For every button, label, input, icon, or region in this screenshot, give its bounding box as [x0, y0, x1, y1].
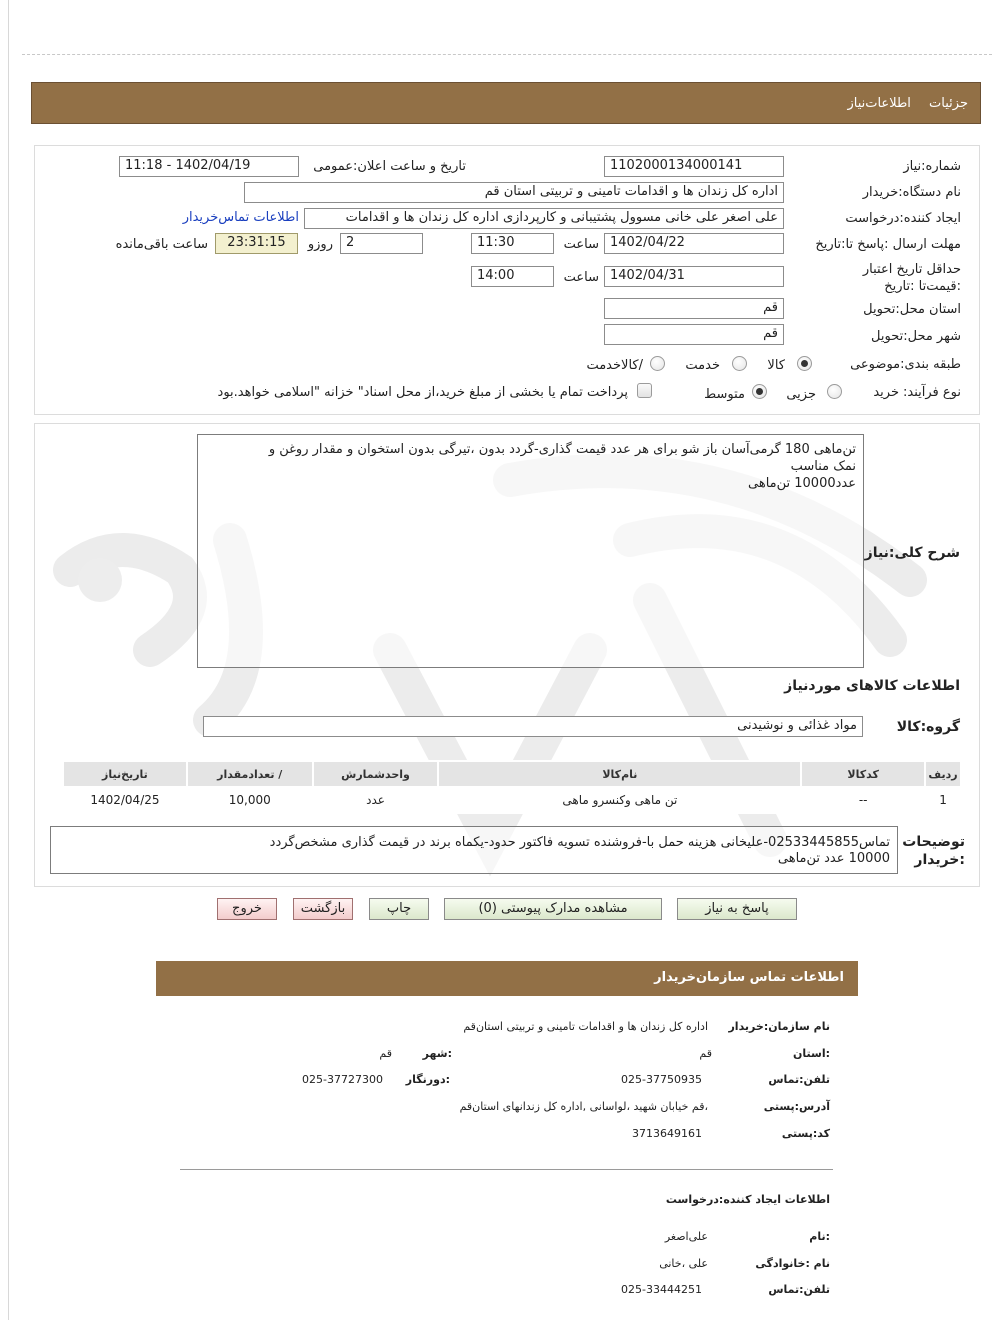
- payment-checkbox[interactable]: [637, 383, 652, 398]
- goods-group-field: مواد غذائی و نوشیدنی: [203, 716, 863, 737]
- creator-field: علی اصغر علی خانی مسوول پشتیبانی و کارپردازی اداره کل زندان ها و اقدامات: [304, 208, 784, 229]
- deadline-label: مهلت ارسال :پاسخ تا:تاریخ: [815, 237, 961, 252]
- category-goods-service-label: /کالاخدمت: [586, 358, 643, 373]
- announce-field: 1402/04/19 - 11:18: [119, 156, 299, 177]
- category-service-label: خدمت: [685, 358, 720, 373]
- contact-province-value: قم: [699, 1047, 712, 1060]
- contact-address-label: آدرس:پستی: [763, 1100, 830, 1113]
- creator-family-label: نام :خانوادگی: [755, 1257, 830, 1270]
- city-label: شهر محل:تحویل: [871, 329, 961, 344]
- province-label: استان محل:تحویل: [863, 302, 961, 317]
- goods-table-header: [63, 761, 961, 787]
- goods-section-title: اطلاعات کالاهای موردنیاز: [784, 678, 960, 694]
- process-medium-label: متوسط: [704, 387, 745, 402]
- deadline-hour-label: ساعت: [563, 237, 599, 252]
- buyer-notes-label-2: :خریدار: [914, 852, 965, 868]
- province-field: قم: [604, 298, 784, 319]
- contact-section-header: اطلاعات تماس سازمان‌خریدار: [156, 961, 858, 996]
- process-minor-radio[interactable]: [827, 384, 842, 399]
- category-goods-radio[interactable]: [797, 356, 812, 371]
- creator-phone-label: تلفن:تماس: [768, 1283, 830, 1296]
- description-line-2: نمک مناسب: [790, 459, 856, 474]
- cell-name: تن ماهی وکنسرو ماهی: [438, 787, 801, 813]
- contact-phone-label: تلفن:تماس: [768, 1073, 830, 1086]
- cell-code: --: [801, 787, 925, 813]
- contact-city-value: قم: [379, 1047, 392, 1060]
- goods-table: [62, 760, 962, 814]
- contact-address-value: ،قم خیابان شهید ،لواسانی ,اداره کل زندانهای استان‌قم: [459, 1100, 708, 1113]
- category-goods-service-radio[interactable]: [650, 356, 665, 371]
- creator-label: ایجاد کننده:درخواست: [845, 211, 961, 226]
- payment-note: پرداخت تمام یا بخشی از مبلغ خرید،از محل اسناد" خزانه "اسلامی خواهد.بود: [217, 385, 628, 400]
- table-row: [63, 787, 961, 813]
- tab-details[interactable]: جزئیات: [929, 96, 968, 111]
- buyer-notes-box: [50, 826, 898, 874]
- category-goods-label: کالا: [767, 358, 785, 373]
- process-minor-label: جزیی: [786, 387, 816, 402]
- process-label: نوع فرآیند:: [903, 385, 961, 400]
- contact-phone-value: 025-37750935: [621, 1073, 702, 1086]
- city-field: قم: [604, 324, 784, 345]
- cell-date: 1402/04/25: [63, 787, 187, 813]
- buyer-notes-line-1: تماس02533445855-علیخانی هزینه حمل با-فروشنده تسویه فاکتور حدود-یکماه برند در قیمت گذاری مشخص‌گردد: [269, 835, 890, 850]
- buyer-label: نام دستگاه:خریدار: [862, 185, 961, 200]
- col-row: ردیف: [925, 761, 961, 787]
- contact-fax-label: :دورنگار: [405, 1073, 450, 1086]
- exit-button[interactable]: خروج: [217, 898, 277, 920]
- validity-date-field: 1402/04/31: [604, 266, 784, 287]
- contact-org-value: اداره کل زندان ها و اقدامات تامینی و تربیتی استان‌قم: [463, 1020, 708, 1033]
- cell-unit: عدد: [313, 787, 439, 813]
- description-textarea: [197, 434, 864, 668]
- print-button[interactable]: چاپ: [369, 898, 429, 920]
- page-header: [31, 82, 981, 124]
- col-name: نام‌کالا: [438, 761, 801, 787]
- contact-divider: [180, 1169, 833, 1170]
- creator-name-value: علی‌اصغر: [664, 1230, 708, 1243]
- need-number-label: شماره:نیاز: [903, 159, 961, 174]
- page-left-border: [8, 0, 9, 1320]
- creator-name-label: :نام: [809, 1230, 830, 1243]
- validity-label-1: [841, 261, 961, 295]
- description-line-1: تن‌ماهی 180 گرمی‌آسان باز شو برای هر عدد قیمت گذاری-گردد بدون ،تیرگی بدون استخوان و مقدار روغن و: [268, 442, 856, 457]
- validity-time-field: 14:00: [471, 266, 554, 287]
- remaining-timer: 23:31:15: [215, 233, 298, 254]
- buyer-field: اداره کل زندان ها و اقدامات تامینی و تربیتی استان قم: [244, 182, 784, 203]
- contact-city-label: :شهر: [422, 1047, 452, 1060]
- cell-row: 1: [925, 787, 961, 813]
- creator-section-title: اطلاعات ایجاد کننده:درخواست: [665, 1193, 830, 1206]
- category-service-radio[interactable]: [732, 356, 747, 371]
- deadline-time-field: 11:30: [471, 233, 554, 254]
- process-buy-label: خرید: [873, 385, 899, 400]
- reply-button[interactable]: پاسخ به نیاز: [677, 898, 797, 920]
- description-label: شرح کلی:نیاز: [864, 545, 960, 561]
- attachments-button[interactable]: مشاهده مدارک پیوستی (0): [444, 898, 662, 920]
- goods-group-label: گروه:کالا: [896, 719, 960, 735]
- description-line-3: عدد10000 تن‌ماهی: [748, 476, 856, 491]
- days-field: 2: [340, 233, 423, 254]
- cell-qty: 10,000: [187, 787, 313, 813]
- col-code: کدکالا: [801, 761, 925, 787]
- buyer-contact-link[interactable]: اطلاعات تماس‌خریدار: [182, 210, 299, 225]
- creator-phone-value: 025-33444251: [621, 1283, 702, 1296]
- announce-label: تاریخ و ساعت اعلان:عمومی: [313, 159, 466, 174]
- deadline-date-field: 1402/04/22: [604, 233, 784, 254]
- top-divider: [22, 54, 992, 55]
- days-label: روزو: [307, 237, 333, 252]
- validity-label: حداقل تاریخ اعتبار :قیمت‌تا :تاریخ: [862, 262, 961, 294]
- category-label: طبقه بندی:موضوعی: [850, 357, 961, 372]
- contact-province-label: :استان: [793, 1047, 830, 1060]
- contact-fax-value: 025-37727300: [302, 1073, 383, 1086]
- contact-postal-value: 3713649161: [632, 1127, 702, 1140]
- creator-family-value: علی ،خانی: [659, 1257, 708, 1270]
- buyer-notes-line-2: 10000 عدد تن‌ماهی: [777, 851, 890, 866]
- tab-need-info[interactable]: اطلاعات‌نیاز: [847, 96, 911, 111]
- col-unit: واحدشمارش: [313, 761, 439, 787]
- remaining-label: ساعت باقی‌مانده: [115, 237, 208, 252]
- col-qty: / تعدادمقدار: [187, 761, 313, 787]
- contact-org-label: نام سازمان:خریدار: [728, 1020, 830, 1033]
- need-number-field: 1102000134000141: [604, 156, 784, 177]
- contact-postal-label: کد:پستی: [781, 1127, 830, 1140]
- col-date: تاریخ‌نیاز: [63, 761, 187, 787]
- validity-hour-label: ساعت: [563, 270, 599, 285]
- process-medium-radio[interactable]: [752, 384, 767, 399]
- back-button[interactable]: بازگشت: [293, 898, 353, 920]
- buyer-notes-label-1: توضیحات: [902, 834, 965, 850]
